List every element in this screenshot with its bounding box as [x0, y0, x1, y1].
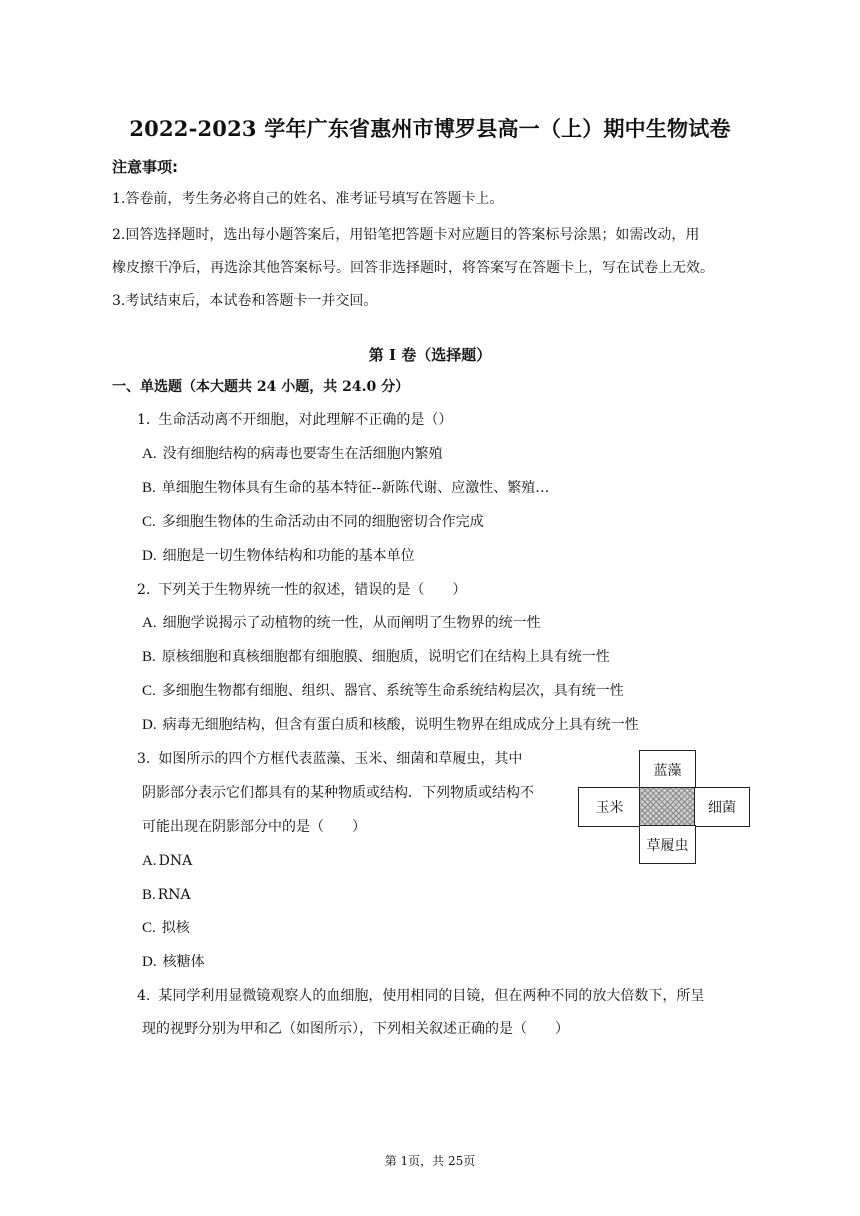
exam-title: 2022-2023 学年广东省惠州市博罗县高一（上）期中生物试卷 — [129, 116, 731, 141]
option-label: D. — [142, 954, 157, 970]
q1-option-d — [142, 546, 415, 566]
option-text: DNA — [158, 853, 193, 869]
option-text: 核糖体 — [162, 954, 205, 970]
diagram-box-top: 蓝藻 — [639, 750, 696, 789]
question-number: 3. — [137, 751, 151, 767]
part-heading: 一、单选题（本大题共 24 小题，共 24.0 分） — [112, 379, 410, 395]
cell-cross-diagram — [578, 750, 750, 864]
section-title: 第 I 卷（选择题） — [368, 346, 492, 364]
q3-option-c — [142, 918, 190, 938]
question-3 — [137, 749, 522, 769]
page-footer: 第 1页，共 25页 — [384, 1154, 476, 1168]
notice-item-2-continued: 橡皮擦干净后，再选涂其他答案标号。回答非选择题时，将答案写在答题卡上，写在试卷上无效。 — [112, 260, 714, 276]
diagram-shaded-overlap — [639, 787, 696, 827]
question-number: 2. — [137, 582, 151, 598]
notice-item-1: 1.答卷前，考生务必将自己的姓名、准考证号填写在答题卡上。 — [112, 191, 504, 207]
diagram-box-right: 细菌 — [694, 787, 750, 827]
option-label: D. — [142, 717, 157, 733]
notice-heading: 注意事项: — [112, 158, 178, 176]
diagram-box-bottom: 草履虫 — [639, 825, 696, 864]
option-text: RNA — [157, 887, 191, 903]
diagram-box-left: 玉米 — [578, 787, 641, 827]
option-text: 细胞学说揭示了动植物的统一性，从而阐明了生物界的统一性 — [162, 615, 541, 631]
q2-option-a — [142, 613, 541, 633]
notice-item-3: 3.考试结束后，本试卷和答题卡一并交回。 — [112, 293, 378, 309]
q1-option-a — [142, 444, 443, 464]
question-stem: 下列关于生物界统一性的叙述，错误的是（ ） — [158, 582, 467, 598]
option-label: C. — [142, 683, 156, 699]
question-stem-line: 现的视野分别为甲和乙（如图所示），下列相关叙述正确的是（ ） — [142, 1021, 569, 1037]
option-label: B. — [142, 480, 156, 496]
option-label: A. — [142, 446, 157, 462]
option-text: 单细胞生物体具有生命的基本特征--新陈代谢、应激性、繁殖… — [161, 480, 550, 496]
q1-option-c — [142, 512, 484, 532]
option-text: 多细胞生物都有细胞、组织、器官、系统等生命系统结构层次，具有统一性 — [161, 683, 624, 699]
q2-option-c — [142, 681, 624, 701]
option-label: B. — [142, 649, 156, 665]
question-stem-line: 可能出现在阴影部分中的是（ ） — [142, 819, 366, 835]
q1-option-b — [142, 478, 549, 498]
q3-option-b — [142, 885, 191, 905]
option-text: 拟核 — [161, 920, 190, 936]
question-stem-line: 阴影部分表示它们都具有的某种物质或结构．下列物质或结构不 — [142, 785, 534, 801]
option-text: 病毒无细胞结构，但含有蛋白质和核酸，说明生物界在组成成分上具有统一性 — [162, 717, 639, 733]
option-label: C. — [142, 920, 156, 936]
option-text: 多细胞生物体的生命活动由不同的细胞密切合作完成 — [161, 514, 484, 530]
question-number: 1. — [137, 412, 151, 428]
option-label: A. — [142, 853, 157, 869]
question-stem: 生命活动离不开细胞，对此理解不正确的是（） — [158, 412, 453, 428]
question-number: 4. — [137, 988, 151, 1004]
option-label: C. — [142, 514, 156, 530]
question-1 — [137, 410, 452, 430]
option-label: A. — [142, 615, 157, 631]
q2-option-b — [142, 647, 610, 667]
option-label: B. — [142, 887, 156, 903]
option-text: 原核细胞和真核细胞都有细胞膜、细胞质，说明它们在结构上具有统一性 — [161, 649, 610, 665]
q2-option-d — [142, 715, 639, 735]
question-4 — [137, 986, 704, 1006]
question-2 — [137, 580, 466, 600]
q3-option-a — [142, 851, 192, 871]
option-label: D. — [142, 548, 157, 564]
option-text: 细胞是一切生物体结构和功能的基本单位 — [162, 548, 415, 564]
option-text: 没有细胞结构的病毒也要寄生在活细胞内繁殖 — [162, 446, 443, 462]
question-stem-line: 某同学利用显微镜观察人的血细胞，使用相同的目镜，但在两种不同的放大倍数下，所呈 — [158, 988, 705, 1004]
question-stem-line: 如图所示的四个方框代表蓝藻、玉米、细菌和草履虫，其中 — [158, 751, 523, 767]
q3-option-d — [142, 952, 205, 972]
notice-item-2: 2.回答选择题时，选出每小题答案后，用铅笔把答题卡对应题目的答案标号涂黑；如需改动，用 — [112, 227, 700, 243]
